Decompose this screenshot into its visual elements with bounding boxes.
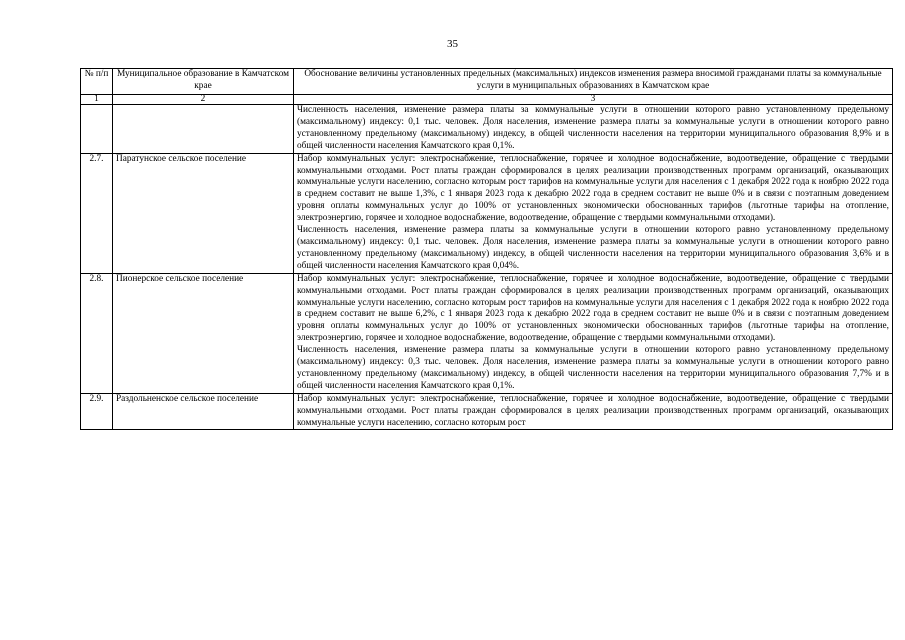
table-row-continuation bbox=[81, 105, 893, 154]
header-municipality: Муниципальное образование в Камчатском крае bbox=[113, 69, 294, 95]
table-row bbox=[81, 393, 893, 430]
justification-paragraph: Численность населения, изменение размера платы за коммунальные услуги в отношении которого равно установленному предельному (максимальному) индексу: 0,1 тыс. человек. Доля населения, изменение размера платы за коммунальные услуги в отношении которого равно установленному предельному (максимальному) индексу, в общей численности населения на территории муниципального образования 3,6% и в общей численности населения Камчатского края 0,04%. bbox=[297, 225, 889, 271]
table-row bbox=[81, 153, 893, 273]
justification-text bbox=[294, 153, 893, 273]
justification-paragraph: Численность населения, изменение размера платы за коммунальные услуги в отношении которого равно установленному предельному (максимальному) индексу: 0,3 тыс. человек. Доля населения, изменение размера платы за коммунальные услуги в отношении которого равно установленному предельному (максимальному) индексу, в общей численности населения на территории муниципального образования 7,7% и в общей численности населения Камчатского края 0,1%. bbox=[297, 345, 889, 391]
row-number bbox=[81, 105, 113, 154]
header-number: № п/п bbox=[81, 69, 113, 95]
municipality-name: Раздольненское сельское поселение bbox=[113, 393, 294, 430]
justification-table bbox=[80, 68, 893, 430]
column-number-1: 1 bbox=[81, 95, 113, 105]
column-number-row bbox=[81, 95, 893, 105]
justification-paragraph: Численность населения, изменение размера платы за коммунальные услуги в отношении которого равно установленному предельному (максимальному) индексу: 0,1 тыс. человек. Доля населения, изменение размера платы за коммунальные услуги в отношении которого равно установленному предельному (максимальному) индексу, в общей численности населения на территории муниципального образования 8,9% и в общей численности населения Камчатского края 0,1%. bbox=[297, 105, 889, 151]
row-number: 2.8. bbox=[81, 273, 113, 393]
justification-text bbox=[294, 273, 893, 393]
header-justification: Обоснование величины установленных предельных (максимальных) индексов изменения размера вносимой гражданами платы за коммунальные услуги в муниципальных образованиях в Камчатском крае bbox=[294, 69, 893, 95]
justification-text bbox=[294, 105, 893, 154]
justification-paragraph: Набор коммунальных услуг: электроснабжение, теплоснабжение, горячее и холодное водоснабжение, водоотведение, обращение с твердыми коммунальными отходами. Рост платы граждан сформировался в целях реализации производственных программ организаций, оказывающих коммунальные услуги населению, согласно которым рост тарифов на коммунальные услуги для населения с 1 декабря 2022 года к ноябрю 2022 года в среднем составит не выше 1,3%, с 1 января 2023 года к декабрю 2022 года в среднем составит не выше 0% и в связи с поэтапным доведением уровня оплаты коммунальных услуг до 100% от установленных экономически обоснованных тарифов (льготные тарифы на отопление, электроэнергию, горячее и холодное водоснабжение, водоотведение, обращение с твердыми коммунальными отходами). bbox=[297, 153, 889, 224]
column-number-2: 2 bbox=[113, 95, 294, 105]
table-header-row bbox=[81, 69, 893, 95]
column-number-3: 3 bbox=[294, 95, 893, 105]
municipality-name bbox=[113, 105, 294, 154]
table-row bbox=[81, 273, 893, 393]
municipality-name: Паратунское сельское поселение bbox=[113, 153, 294, 273]
municipality-name: Пионерское сельское поселение bbox=[113, 273, 294, 393]
justification-paragraph: Набор коммунальных услуг: электроснабжение, теплоснабжение, горячее и холодное водоснабжение, водоотведение, обращение с твердыми коммунальными отходами. Рост платы граждан сформировался в целях реализации производственных программ организаций, оказывающих коммунальные услуги населению, согласно которым рост тарифов на коммунальные услуги для населения с 1 декабря 2022 года к ноябрю 2022 года в среднем составит не выше 6,2%, с 1 января 2023 года к декабрю 2022 года в среднем составит не выше 0% и в связи с поэтапным доведением уровня оплаты коммунальных услуг до 100% от установленных экономически обоснованных тарифов (льготные тарифы на отопление, электроэнергию, горячее и холодное водоснабжение, водоотведение, обращение с твердыми коммунальными отходами). bbox=[297, 273, 889, 344]
page-number: 35 bbox=[447, 38, 458, 50]
justification-text bbox=[294, 393, 893, 430]
row-number: 2.9. bbox=[81, 393, 113, 430]
row-number: 2.7. bbox=[81, 153, 113, 273]
justification-paragraph: Набор коммунальных услуг: электроснабжение, теплоснабжение, горячее и холодное водоснабжение, водоотведение, обращение с твердыми коммунальными отходами. Рост платы граждан сформировался в целях реализации производственных программ организаций, оказывающих коммунальные услуги населению, согласно которым рост bbox=[297, 393, 889, 428]
